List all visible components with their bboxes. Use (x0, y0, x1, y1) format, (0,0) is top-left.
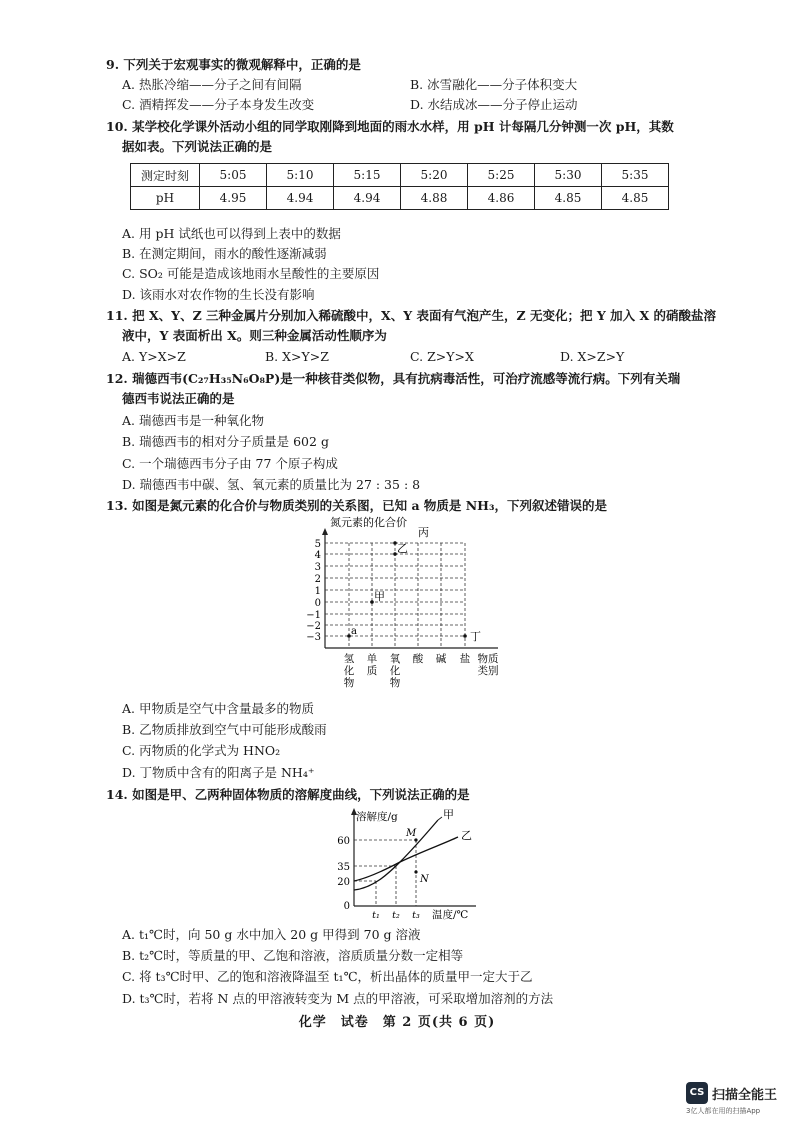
q12-stem-line2: 德西韦说法正确的是 (122, 391, 235, 406)
q12-option-a: A. 瑞德西韦是一种氧化物 (122, 413, 264, 428)
q9-option-a: A. 热胀冷缩——分子之间有间隔 (122, 77, 302, 92)
y-tick-label: 60 (337, 836, 350, 847)
y-tick-label: 3 (314, 562, 321, 573)
point-ding (463, 634, 467, 638)
y-axis-arrow (322, 528, 328, 535)
scanner-logo-icon: CS (686, 1082, 708, 1104)
ph-table-time: 5:15 (334, 164, 401, 187)
q11-option-a: A. Y>X>Z (122, 349, 186, 364)
q10-option-d: D. 该雨水对农作物的生长没有影响 (122, 287, 315, 302)
curve-label-jia: 甲 (443, 808, 454, 821)
q12-option-d: D. 瑞德西韦中碳、氢、氧元素的质量比为 27 : 35 : 8 (122, 477, 421, 492)
ph-table-header-ph: pH (131, 187, 200, 210)
q10-option-c: C. SO₂ 可能是造成该地雨水呈酸性的主要原因 (122, 266, 380, 281)
ph-table-value: 4.85 (602, 187, 669, 210)
y-tick-label: 5 (314, 539, 321, 550)
ph-table-time: 5:05 (200, 164, 267, 187)
q10-option-b: B. 在测定期间，雨水的酸性逐渐减弱 (122, 246, 327, 261)
q11-stem-line2: 液中，Y 表面析出 X。则三种金属活动性顺序为 (122, 328, 387, 343)
point-label-a: a (351, 626, 357, 637)
ph-table (130, 163, 669, 210)
y-tick-label: 0 (314, 598, 321, 609)
point-label-bing: 丙 (418, 526, 429, 539)
q14-stem: 14. 如图是甲、乙两种固体物质的溶解度曲线，下列说法正确的是 (106, 787, 470, 802)
ph-table-value: 4.86 (468, 187, 535, 210)
chart-x-title: 物质类别 (477, 653, 499, 677)
y-tick-label: 0 (343, 901, 350, 912)
point-label-yi: 乙 (397, 542, 408, 555)
ph-table-time: 5:20 (401, 164, 468, 187)
y-tick-label: 4 (314, 550, 321, 561)
ph-table-value: 4.95 (200, 187, 267, 210)
x-category-label: 氢化物 (343, 653, 355, 689)
q11-option-d: D. X>Z>Y (560, 349, 625, 364)
q11-stem-line1: 11. 把 X、Y、Z 三种金属片分别加入稀硫酸中，X、Y 表面有气泡产生，Z 无变化；把 Y 加入 X 的硝酸盐溶 (106, 308, 717, 323)
point-label-n: N (420, 874, 429, 885)
x-category-labels (344, 652, 471, 689)
point-n (414, 870, 417, 873)
ph-table-value-row (131, 187, 669, 210)
q9-option-d: D. 水结成冰——分子停止运动 (410, 97, 578, 112)
q10-option-a: A. 用 pH 试纸也可以得到上表中的数据 (122, 226, 341, 241)
x-category-label: 氧化物 (389, 653, 401, 689)
x-category-label: 盐 (459, 653, 471, 665)
ph-table-time-row (131, 164, 669, 187)
q12-option-c: C. 一个瑞德西韦分子由 77 个原子构成 (122, 456, 338, 471)
ph-table-header-time: 测定时刻 (131, 164, 200, 187)
q11-option-b: B. X>Y>Z (265, 349, 329, 364)
q13-option-a: A. 甲物质是空气中含量最多的物质 (122, 701, 314, 716)
x-tick-label: t₁ (372, 910, 380, 921)
point-label-jia: 甲 (374, 590, 385, 603)
x-category-label: 单质 (366, 653, 378, 677)
point-label-m: M (406, 828, 417, 839)
scanner-brand-tagline: 3亿人都在用的扫描App (686, 1107, 761, 1115)
y-tick-label: 35 (337, 862, 350, 873)
ph-table-value: 4.94 (267, 187, 334, 210)
chart-x-title: 温度/℃ (432, 909, 469, 921)
x-category-label: 酸 (412, 653, 424, 665)
ph-table-time: 5:35 (602, 164, 669, 187)
y-tick-label: −3 (306, 632, 321, 643)
page-footer: 化学 试卷 第 2 页(共 6 页) (298, 1015, 496, 1030)
q10-stem-line1: 10. 某学校化学课外活动小组的同学取刚降到地面的雨水水样，用 pH 计每隔几分钟测一次 pH，其数 (106, 119, 674, 134)
ph-table-value: 4.94 (334, 187, 401, 210)
q13-option-b: B. 乙物质排放到空气中可能形成酸雨 (122, 722, 327, 737)
y-tick-label: −1 (306, 610, 321, 621)
q9-option-b: B. 冰雪融化——分子体积变大 (410, 77, 578, 92)
ph-table-value: 4.88 (401, 187, 468, 210)
x-tick-label: t₂ (392, 910, 400, 921)
y-tick-label: 2 (314, 574, 321, 585)
curve-yi (354, 837, 458, 881)
point-label-ding: 丁 (470, 630, 481, 643)
y-tick-label: 1 (314, 586, 321, 597)
solubility-chart (328, 806, 488, 924)
q13-stem: 13. 如图是氮元素的化合价与物质类别的关系图，已知 a 物质是 NH₃，下列叙述错误的是 (106, 498, 607, 513)
q11-option-c: C. Z>Y>X (410, 349, 474, 364)
q14-option-c: C. 将 t₃℃时甲、乙的饱和溶液降温至 t₁℃，析出晶体的质量甲一定大于乙 (122, 969, 533, 984)
ph-table-time: 5:10 (267, 164, 334, 187)
q12-option-b: B. 瑞德西韦的相对分子质量是 602 g (122, 434, 329, 449)
curve-label-yi: 乙 (461, 829, 472, 842)
y-tick-label: 20 (337, 877, 350, 888)
guide-lines (354, 840, 416, 906)
x-title-group (478, 652, 499, 677)
q13-option-c: C. 丙物质的化学式为 HNO₂ (122, 743, 281, 758)
q14-option-b: B. t₂℃时，等质量的甲、乙饱和溶液，溶质质量分数一定相等 (122, 948, 464, 963)
scanner-brand-name: 扫描全能王 (712, 1088, 778, 1103)
ph-table-time: 5:25 (468, 164, 535, 187)
chart-y-title: 溶解度/g (356, 811, 398, 823)
q9-stem: 9. 下列关于宏观事实的微观解释中，正确的是 (106, 57, 361, 72)
x-category-label: 碱 (435, 653, 447, 665)
q12-stem-line1: 12. 瑞德西韦(C₂₇H₃₅N₆O₈P)是一种核苷类似物，具有抗病毒活性，可治疗流感等流行病。下列有关瑞 (106, 371, 681, 386)
x-tick-label: t₃ (412, 910, 420, 921)
nitrogen-valence-chart (300, 512, 510, 700)
q10-stem-line2: 据如表。下列说法正确的是 (122, 139, 273, 154)
q13-option-d: D. 丁物质中含有的阳离子是 NH₄⁺ (122, 765, 315, 780)
ph-table-time: 5:30 (535, 164, 602, 187)
ph-table-value: 4.85 (535, 187, 602, 210)
q14-option-a: A. t₁℃时，向 50 g 水中加入 20 g 甲得到 70 g 溶液 (122, 927, 421, 942)
q9-option-c: C. 酒精挥发——分子本身发生改变 (122, 97, 315, 112)
y-tick-label: −2 (306, 621, 321, 632)
q14-option-d: D. t₃℃时，若将 N 点的甲溶液转变为 M 点的甲溶液，可采取增加溶剂的方法 (122, 991, 554, 1006)
chart-y-title: 氮元素的化合价 (330, 516, 407, 529)
chart-grid (325, 543, 465, 648)
